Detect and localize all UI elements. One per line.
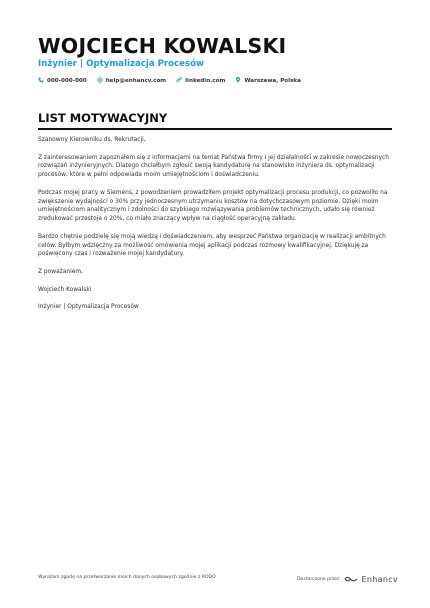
contact-email[interactable]: [97, 77, 166, 85]
signature-role: Inżynier | Optymalizacja Procesów: [38, 304, 139, 311]
provided-by-label: Dostarczone przez: [297, 576, 340, 582]
gdpr-consent: Wyrażam zgodę na przetwarzanie moich danych osobowych zgodnie z RODO: [38, 575, 216, 580]
contact-phone[interactable]: [38, 77, 87, 85]
location-pin-icon: [235, 77, 241, 85]
paragraph-closing: Bardzo chętnie podzielę się moją wiedzą i doświadczeniem, aby wesprzeć Państwa organizację w realizacji ambitnych celów. Byłbym wdzięczny za możliwość omówienia mojej aplikacji podczas rozmowy kwalifikacyjnej. Dziękuję za poświęcony czas i rozważenie mojej kandydatury.: [38, 233, 386, 258]
email-text: help@enhancv.com: [105, 78, 167, 84]
paragraph-experience: Podczas mojej pracy w Siemens, z powodzeniem prowadziłem projekt optymalizacji procesu produkcji, co pozwoliło na zwiększenie wydajności o 30% przy jednoczesnym utrzymaniu kosztów na dotychczasowym poziomie. Dzięki moim umiejętnościom analitycznym i zdolności do szybkiego rozwiązywania problemów technicznych, udało się również zredukować przestoje o 20%, co miało znaczący wpływ na ciągłość operacyjną zakładu.: [38, 189, 388, 223]
provider-credit[interactable]: [297, 570, 398, 588]
enhancv-logo-icon: [344, 570, 358, 588]
phone-text: 000-000-000: [47, 78, 87, 84]
letter-heading: LIST MOTYWACYJNY: [38, 111, 168, 125]
email-icon: [97, 77, 103, 85]
paragraph-intro: Z zainteresowaniem zapoznałem się z informacjami na temat Państwa firmy i jej działalności w zakresie nowoczesnych rozwiązań inżynieryjnych. Dlatego chciałbym zgłosić swoją kandydaturę na stanowisko inżyniera ds. optymalizacji procesów, które w pełni odpowiada moim umiejętnościom i doświadczeniu.: [38, 154, 389, 179]
heading-divider: [38, 128, 392, 130]
location-text: Warszawa, Polska: [244, 78, 301, 84]
brand-name: Enhancv: [361, 574, 398, 584]
linkedin-text: linkedin.com: [185, 78, 226, 84]
salutation: Szanowny Kierowniku ds. Rekrutacji,: [38, 137, 146, 143]
closing-phrase: Z poważaniem,: [38, 268, 83, 275]
contact-bar: [38, 77, 301, 85]
letter-body: [38, 136, 394, 321]
contact-location: [235, 77, 301, 85]
applicant-title: Inżynier | Optymalizacja Procesów: [38, 59, 204, 69]
signature-name: Wojciech Kowalski: [38, 286, 92, 293]
contact-linkedin[interactable]: [176, 77, 225, 85]
link-icon: [176, 77, 182, 85]
applicant-name: WOJCIECH KOWALSKI: [38, 34, 287, 58]
phone-icon: [38, 77, 44, 85]
